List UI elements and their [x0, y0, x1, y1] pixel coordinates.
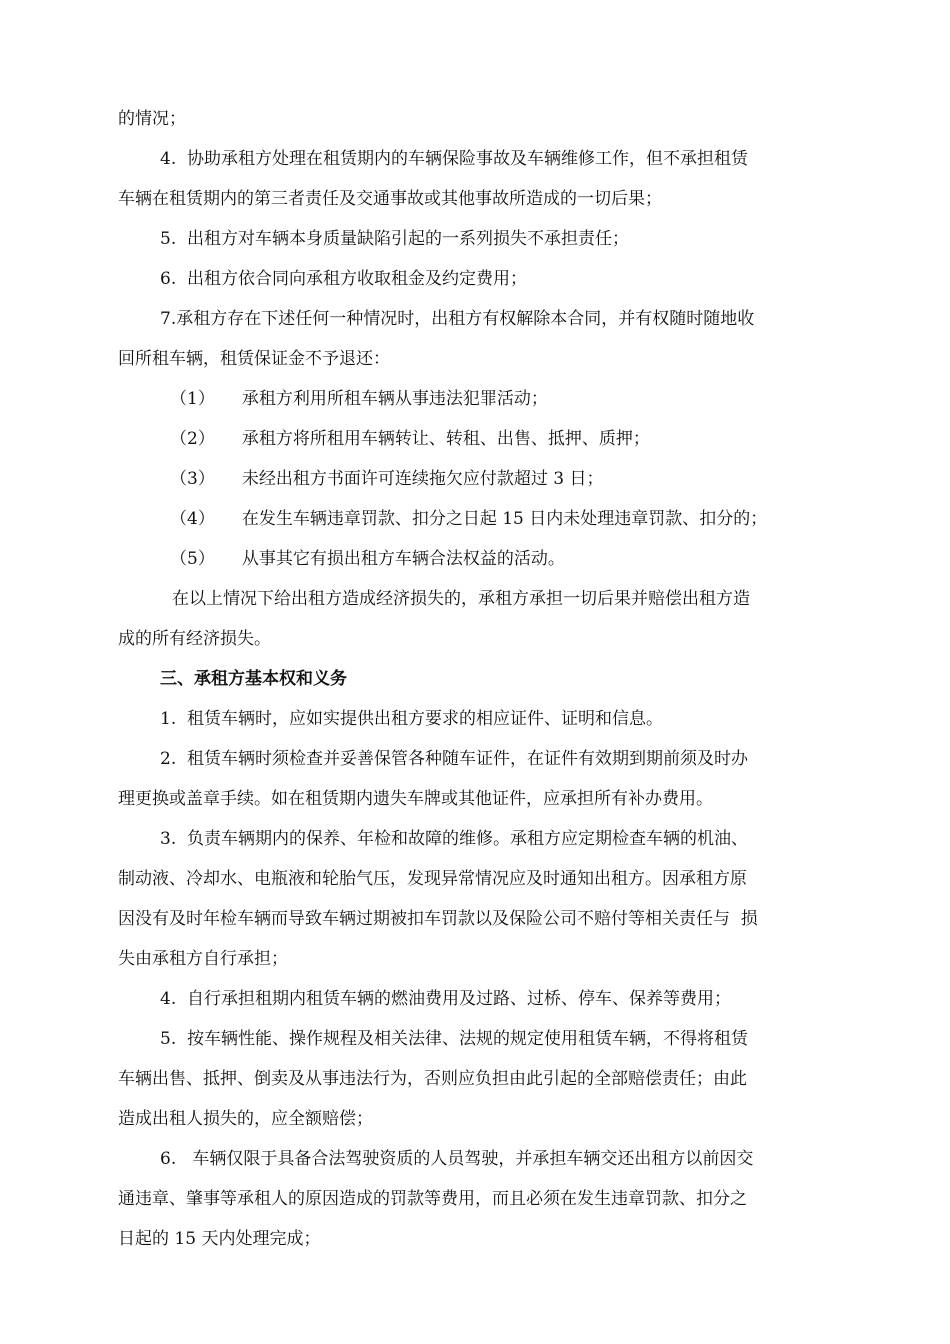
text-line: 5. 出租方对车辆本身质量缺陷引起的一系列损失不承担责任； [160, 229, 630, 249]
text-line: 5. 按车辆性能、操作规程及相关法律、法规的规定使用租赁车辆，不得将租赁 [160, 1029, 749, 1049]
text-line: 3. 负责车辆期内的保养、年检和故障的维修。承租方应定期检查车辆的机油、 [160, 829, 749, 849]
text-line: 7.承租方存在下述任何一种情况时，出租方有权解除本合同，并有权随时随地收 [160, 309, 755, 329]
text-line: 2. 租赁车辆时须检查并妥善保管各种随车证件，在证件有效期到期前须及时办 [160, 749, 749, 769]
text-line: （1） 承租方利用所租车辆从事违法犯罪活动； [170, 389, 548, 409]
text-line: 制动液、冷却水、电瓶液和轮胎气压，发现异常情况应及时通知出租方。因承租方原 [118, 869, 747, 889]
text-line: （5） 从事其它有损出租方车辆合法权益的活动。 [170, 549, 565, 569]
text-line: （3） 未经出租方书面许可连续拖欠应付款超过 3 日； [170, 469, 604, 489]
text-line: 车辆在租赁期内的第三者责任及交通事故或其他事故所造成的一切后果； [118, 189, 662, 209]
text-line: 回所租车辆，租赁保证金不予退还： [118, 349, 390, 369]
text-line: （2） 承租方将所租用车辆转让、转租、出售、抵押、质押； [170, 429, 650, 449]
text-line: 理更换或盖章手续。如在租赁期内遗失车牌或其他证件，应承担所有补办费用。 [118, 789, 713, 809]
text-line: （4） 在发生车辆违章罚款、扣分之日起 15 日内未处理违章罚款、扣分的； [170, 509, 768, 529]
text-line: 4. 协助承租方处理在租赁期内的车辆保险事故及车辆维修工作，但不承担租赁 [160, 149, 749, 169]
text-line: 日起的 15 天内处理完成； [118, 1229, 321, 1249]
text-line: 造成出租人损失的，应全额赔偿； [118, 1109, 373, 1129]
text-line: 6. 车辆仅限于具备合法驾驶资质的人员驾驶，并承担车辆交还出租方以前因交 [160, 1149, 754, 1169]
text-line: 失由承租方自行承担； [118, 949, 288, 969]
text-line: 在以上情况下给出租方造成经济损失的，承租方承担一切后果并赔偿出租方造 [172, 589, 750, 609]
text-line: 因没有及时年检车辆而导致车辆过期被扣车罚款以及保险公司不赔付等相关责任与 损 [118, 909, 758, 929]
text-line: 6. 出租方依合同向承租方收取租金及约定费用； [160, 269, 528, 289]
text-line: 通违章、肇事等承租人的原因造成的罚款等费用，而且必须在发生违章罚款、扣分之 [118, 1189, 747, 1209]
text-line: 的情况； [118, 109, 186, 129]
text-line: 4. 自行承担租期内租赁车辆的燃油费用及过路、过桥、停车、保养等费用； [160, 989, 732, 1009]
text-line: 1. 租赁车辆时，应如实提供出租方要求的相应证件、证明和信息。 [160, 709, 664, 729]
text-line: 车辆出售、抵押、倒卖及从事违法行为，否则应负担由此引起的全部赔偿责任；由此 [118, 1069, 747, 1089]
section-heading: 三、承租方基本权和义务 [160, 669, 347, 689]
text-line: 成的所有经济损失。 [118, 629, 271, 649]
